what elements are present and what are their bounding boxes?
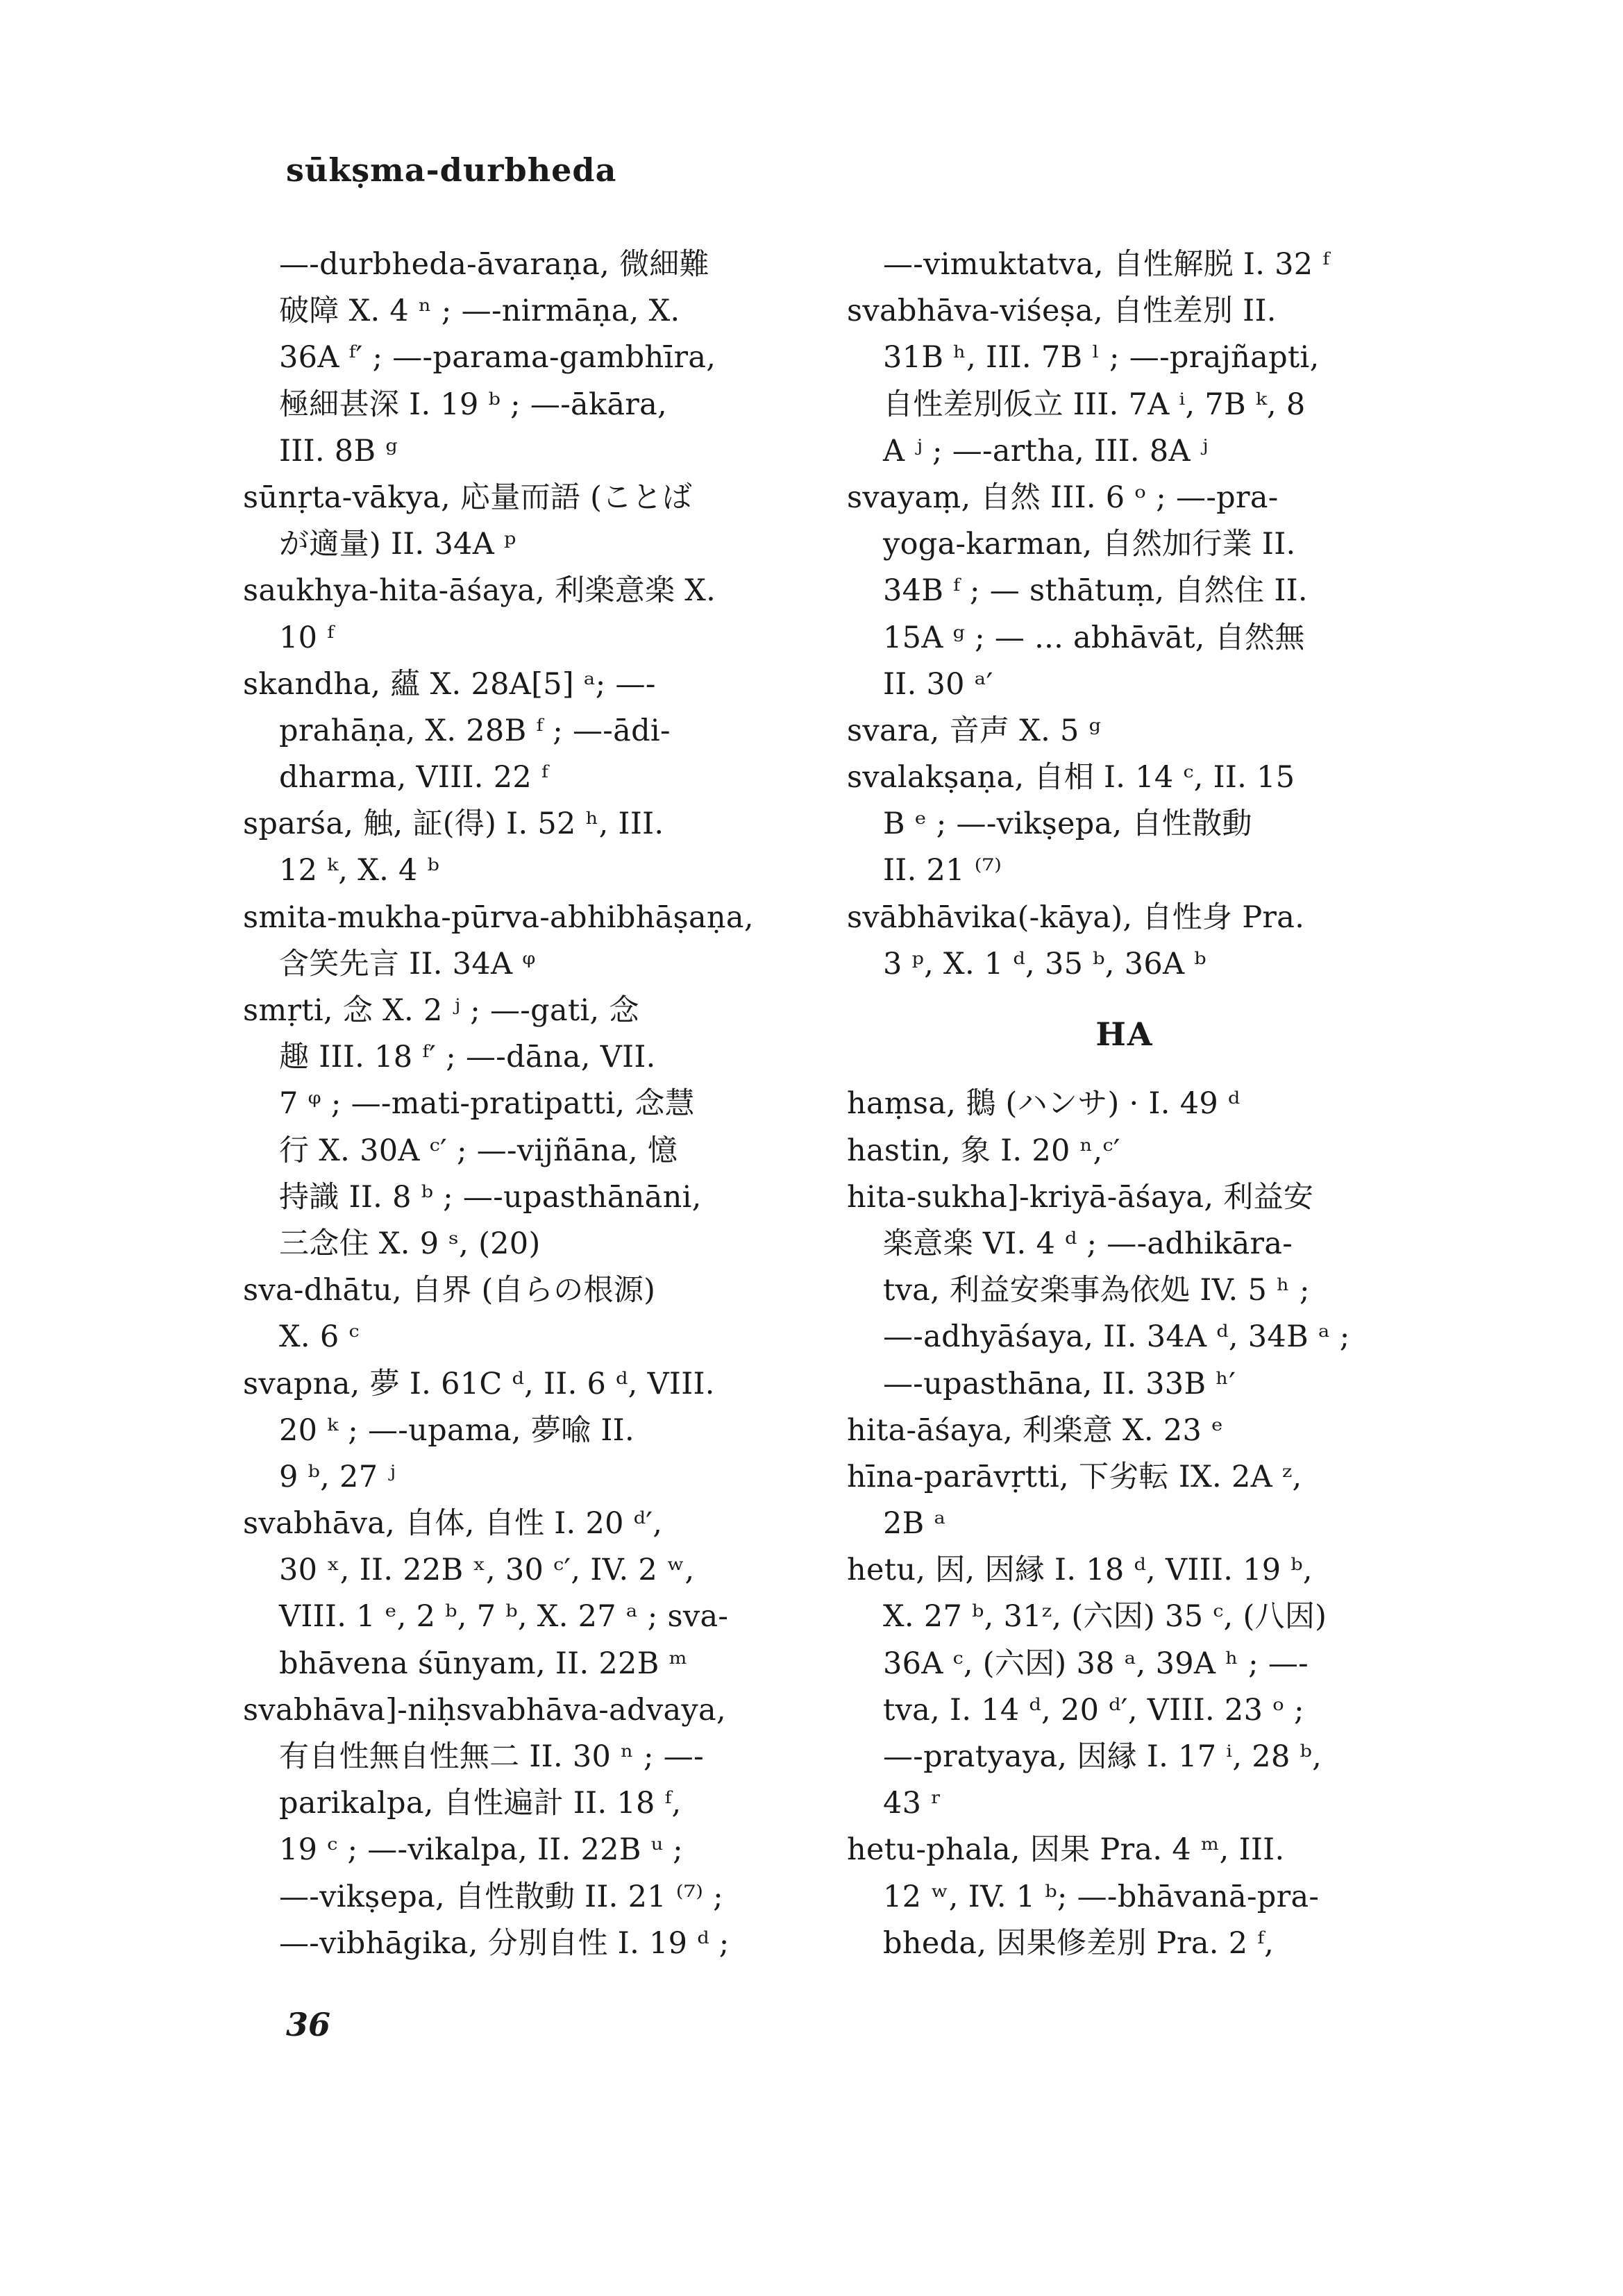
right-column-entries-bottom [847,1081,1402,1967]
running-header: sūkṣma-durbheda [286,151,617,189]
index-line: 7 ᵠ ; —-mati-pratipatti, 念慧 [279,1086,695,1122]
index-line: hita-āśaya, 利楽意 X. 23 ᵉ [847,1412,1224,1448]
index-line: svayaṃ, 自然 III. 6 ᵒ ; —-pra- [847,480,1279,515]
index-line: parikalpa, 自性遍計 II. 18 ᶠ, [279,1786,682,1821]
index-line: 極細甚深 I. 19 ᵇ ; —-ākāra, [279,387,668,422]
index-line: 破障 X. 4 ⁿ ; —-nirmāṇa, X. [279,294,680,329]
section-heading-ha: HA [1095,1015,1154,1053]
index-line: hetu, 因, 因縁 I. 18 ᵈ, VIII. 19 ᵇ, [847,1553,1313,1588]
index-line: が適量) II. 34A ᵖ [279,527,516,562]
index-line: svabhāva, 自体, 自性 I. 20 ᵈ′, [243,1506,663,1542]
index-line: —-upasthāna, II. 33B ʰ′ [883,1366,1236,1401]
index-line: X. 27 ᵇ, 31ᶻ, (六因) 35 ᶜ, (八因) [883,1599,1327,1635]
index-line: tva, 利益安楽事為依処 IV. 5 ʰ ; [883,1273,1310,1308]
index-line: —-adhyāśaya, II. 34A ᵈ, 34B ᵃ ; [883,1319,1350,1355]
index-line: 34B ᶠ ; — sthātuṃ, 自然住 II. [883,573,1308,609]
index-line: 2B ᵃ [883,1506,946,1542]
index-line: 自性差別仮立 III. 7A ⁱ, 7B ᵏ, 8 [883,387,1306,422]
index-line: hastin, 象 I. 20 ⁿ,ᶜ′ [847,1133,1120,1168]
index-line: sūnṛta-vākya, 応量而語 (ことば [243,480,693,515]
index-line: 43 ʳ [883,1786,942,1821]
index-line: III. 8B ᵍ [279,433,398,469]
index-line: 三念住 X. 9 ˢ, (20) [279,1226,541,1261]
index-line: —-vimuktatva, 自性解脱 I. 32 ᶠ [883,247,1330,282]
index-line: svābhāvika(-kāya), 自性身 Pra. [847,900,1305,935]
index-line: svabhāva]-niḥsvabhāva-advaya, [243,1692,726,1728]
index-line: —-vikṣepa, 自性散動 II. 21 ⁽⁷⁾ ; [279,1879,723,1914]
right-column [847,242,1402,1967]
index-line: sparśa, 触, 証(得) I. 52 ʰ, III. [243,807,664,842]
index-line: 36A ᶜ, (六因) 38 ᵃ, 39A ʰ ; —- [883,1646,1309,1681]
index-line: svapna, 夢 I. 61C ᵈ, II. 6 ᵈ, VIII. [243,1366,715,1401]
index-line: 9 ᵇ, 27 ʲ [279,1459,396,1494]
index-line: smṛti, 念 X. 2 ʲ ; —-gati, 念 [243,993,639,1028]
index-line: II. 30 ᵃ′ [883,666,993,702]
index-line: 趣 III. 18 ᶠ′ ; —-dāna, VII. [279,1040,656,1075]
right-column-entries-top [847,242,1402,988]
index-line: 12 ʷ, IV. 1 ᵇ; —-bhāvanā-pra- [883,1879,1320,1914]
index-line: svabhāva-viśeṣa, 自性差別 II. [847,294,1277,329]
index-line: II. 21 ⁽⁷⁾ [883,853,1002,888]
index-line: X. 6 ᶜ [279,1319,360,1355]
index-line: 行 X. 30A ᶜ′ ; —-vijñāna, 憶 [279,1133,678,1168]
index-line: —-durbheda-āvaraṇa, 微細難 [279,247,709,282]
index-line: 36A ᶠ′ ; —-parama-gambhīra, [279,340,716,375]
index-line: B ᵉ ; —-vikṣepa, 自性散動 [883,807,1252,842]
index-line: 含笑先言 II. 34A ᵠ [279,946,536,981]
index-line: 持識 II. 8 ᵇ ; —-upasthānāni, [279,1179,702,1215]
index-line: —-vibhāgika, 分別自性 I. 19 ᵈ ; [279,1925,730,1961]
index-line: bheda, 因果修差別 Pra. 2 ᶠ, [883,1925,1275,1961]
index-line: 31B ʰ, III. 7B ˡ ; —-prajñapti, [883,340,1320,375]
index-line: 30 ˣ, II. 22B ˣ, 30 ᶜ′, IV. 2 ʷ, [279,1553,695,1588]
index-line: yoga-karman, 自然加行業 II. [883,527,1296,562]
index-line: hīna-parāvṛtti, 下劣転 IX. 2A ᶻ, [847,1459,1302,1494]
index-line: hita-sukha]-kriyā-āśaya, 利益安 [847,1179,1314,1215]
index-line: 15A ᵍ ; — ... abhāvāt, 自然無 [883,620,1305,655]
index-line: haṃsa, 鵝 (ハンサ) · I. 49 ᵈ [847,1086,1241,1122]
index-line: svara, 音声 X. 5 ᵍ [847,713,1102,748]
index-line: svalakṣaṇa, 自相 I. 14 ᶜ, II. 15 [847,760,1295,795]
index-line: A ʲ ; —-artha, III. 8A ʲ [883,433,1209,469]
index-line: VIII. 1 ᵉ, 2 ᵇ, 7 ᵇ, X. 27 ᵃ ; sva- [279,1599,729,1635]
index-line: tva, I. 14 ᵈ, 20 ᵈ′, VIII. 23 ᵒ ; [883,1692,1304,1728]
index-line: 10 ᶠ [279,620,335,655]
index-line: 20 ᵏ ; —-upama, 夢喩 II. [279,1412,634,1448]
index-line: 19 ᶜ ; —-vikalpa, II. 22B ᵘ ; [279,1832,683,1868]
index-line: hetu-phala, 因果 Pra. 4 ᵐ, III. [847,1832,1285,1868]
index-line: —-pratyaya, 因縁 I. 17 ⁱ, 28 ᵇ, [883,1739,1322,1775]
index-line: sva-dhātu, 自界 (自らの根源) [243,1273,656,1308]
index-line: saukhya-hita-āśaya, 利楽意楽 X. [243,573,716,609]
index-line: 3 ᵖ, X. 1 ᵈ, 35 ᵇ, 36A ᵇ [883,946,1206,981]
index-line: 有自性無自性無二 II. 30 ⁿ ; —- [279,1739,704,1774]
index-line: dharma, VIII. 22 ᶠ [279,760,548,795]
index-line: 12 ᵏ, X. 4 ᵇ [279,853,440,888]
index-line: skandha, 蘊 X. 28A[5] ᵃ; —- [243,666,656,702]
index-line: bhāvena śūnyam, II. 22B ᵐ [279,1646,688,1681]
page-number: 36 [286,2006,331,2043]
index-line: smita-mukha-pūrva-abhibhāṣaṇa, [243,900,754,935]
index-line: prahāṇa, X. 28B ᶠ ; —-ādi- [279,713,671,748]
index-line: 楽意楽 VI. 4 ᵈ ; —-adhikāra- [883,1226,1293,1261]
left-column [243,242,798,1967]
